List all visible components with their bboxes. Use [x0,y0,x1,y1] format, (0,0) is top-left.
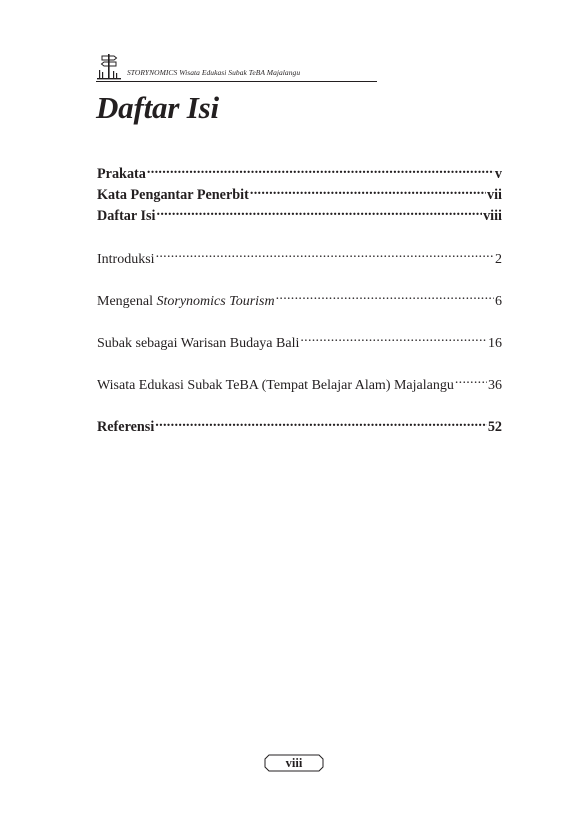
toc-page-number: 52 [487,419,502,435]
toc-leader [156,202,482,220]
toc-entry-kata-pengantar[interactable] [97,181,502,204]
running-title: STORYNOMICS Wisata Edukasi Subak TeBA Majalangu [127,68,301,77]
page-number-badge [264,754,324,772]
toc-page-number: 2 [495,252,502,267]
toc-entry-subak-warisan[interactable] [97,329,502,353]
toc-leader [155,413,487,431]
toc-page-number: 6 [495,294,502,309]
toc-label: Kata Pengantar Penerbit [97,187,249,203]
toc-entry-referensi[interactable] [97,413,502,436]
page-number: viii [285,755,303,770]
toc-leader [455,371,487,389]
toc-entry-introduksi[interactable] [97,245,502,269]
toc-page-number: v [494,166,502,182]
toc-leader [276,287,494,305]
toc-leader [156,245,494,263]
toc-entry-prakata[interactable] [97,160,502,183]
toc-leader [250,181,486,199]
running-header [96,52,377,84]
toc-label: Referensi [97,419,155,435]
toc-entry-daftar-isi[interactable] [97,202,502,225]
toc-label: Mengenal Storynomics Tourism [97,294,275,309]
toc-leader [300,329,487,347]
toc-entry-storynomics-tourism[interactable] [97,287,502,311]
toc-label: Subak sebagai Warisan Budaya Bali [97,336,300,351]
toc-leader [147,160,494,178]
toc-label: Introduksi [97,252,155,267]
toc-page-number: 36 [488,378,502,393]
header-rule [96,81,377,82]
toc-page-number: viii [483,208,502,224]
toc-page-number: 16 [488,336,502,351]
toc-label: Daftar Isi [97,208,156,224]
toc-entry-wisata-edukasi[interactable] [97,371,502,395]
toc-page-number: vii [487,187,502,203]
toc-label: Wisata Edukasi Subak TeBA (Tempat Belajar Alam) Majalangu [97,378,454,393]
signpost-icon [96,52,122,80]
toc-label: Prakata [97,166,146,182]
page-title: Daftar Isi [96,90,219,125]
